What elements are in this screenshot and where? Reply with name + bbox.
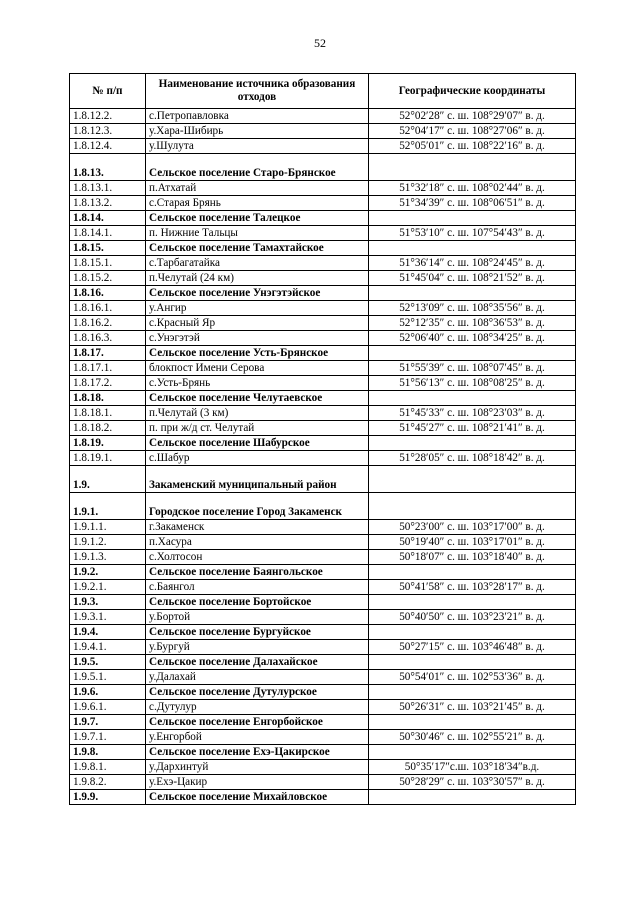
- row-name: с.Красный Яр: [146, 316, 369, 331]
- row-name: Сельское поселение Старо-Брянское: [146, 154, 369, 181]
- table-row: [70, 610, 576, 625]
- row-number: 1.8.15.: [70, 241, 146, 256]
- table-row: [70, 301, 576, 316]
- row-name: г.Закаменск: [146, 520, 369, 535]
- row-name: Сельское поселение Далахайское: [146, 655, 369, 670]
- row-number: 1.8.16.2.: [70, 316, 146, 331]
- header-number: № п/п: [70, 74, 146, 109]
- row-coordinates: [369, 685, 576, 700]
- row-name: Сельское поселение Дутулурское: [146, 685, 369, 700]
- table-row: [70, 139, 576, 154]
- row-coordinates: 51°45′33″ с. ш. 108°23′03″ в. д.: [369, 406, 576, 421]
- row-coordinates: 52°02′28″ с. ш. 108°29′07″ в. д.: [369, 109, 576, 124]
- section-row: [70, 493, 576, 520]
- coordinates-table: [69, 73, 576, 805]
- row-number: 1.9.1.2.: [70, 535, 146, 550]
- row-coordinates: [369, 493, 576, 520]
- table-row: [70, 361, 576, 376]
- page-number: 52: [314, 36, 326, 50]
- row-name: Закаменский муниципальный район: [146, 466, 369, 493]
- section-row: [70, 745, 576, 760]
- row-coordinates: 51°32′18″ с. ш. 108°02′44″ в. д.: [369, 181, 576, 196]
- section-row: [70, 625, 576, 640]
- row-number: 1.9.7.1.: [70, 730, 146, 745]
- table-row: [70, 451, 576, 466]
- row-number: 1.8.12.2.: [70, 109, 146, 124]
- row-name: п.Хасура: [146, 535, 369, 550]
- row-name: Сельское поселение Бургуйское: [146, 625, 369, 640]
- row-name: п.Челутай (24 км): [146, 271, 369, 286]
- row-number: 1.8.15.2.: [70, 271, 146, 286]
- row-name: п.Атхатай: [146, 181, 369, 196]
- row-coordinates: 50°41′58″ с. ш. 103°28′17″ в. д.: [369, 580, 576, 595]
- row-coordinates: [369, 436, 576, 451]
- row-coordinates: [369, 466, 576, 493]
- row-coordinates: [369, 715, 576, 730]
- row-coordinates: 50°40′50″ с. ш. 103°23′21″ в. д.: [369, 610, 576, 625]
- section-row: [70, 790, 576, 805]
- row-name: с.Баянгол: [146, 580, 369, 595]
- row-number: 1.8.13.1.: [70, 181, 146, 196]
- table-row: [70, 271, 576, 286]
- table-row: [70, 196, 576, 211]
- table-row: [70, 580, 576, 595]
- row-number: 1.8.15.1.: [70, 256, 146, 271]
- row-number: 1.8.13.: [70, 154, 146, 181]
- table-row: [70, 670, 576, 685]
- row-number: 1.8.13.2.: [70, 196, 146, 211]
- row-coordinates: 51°55′39″ с. ш. 108°07′45″ в. д.: [369, 361, 576, 376]
- table-row: [70, 730, 576, 745]
- section-row: [70, 391, 576, 406]
- row-number: 1.9.1.3.: [70, 550, 146, 565]
- table-row: [70, 331, 576, 346]
- table-row: [70, 520, 576, 535]
- table-row: [70, 760, 576, 775]
- row-name: с.Старая Брянь: [146, 196, 369, 211]
- section-row: [70, 685, 576, 700]
- row-number: 1.9.1.1.: [70, 520, 146, 535]
- row-coordinates: 51°28′05″ с. ш. 108°18′42″ в. д.: [369, 451, 576, 466]
- table-row: [70, 535, 576, 550]
- row-coordinates: 52°04′17″ с. ш. 108°27′06″ в. д.: [369, 124, 576, 139]
- row-coordinates: 52°06′40″ с. ш. 108°34′25″ в. д.: [369, 331, 576, 346]
- row-coordinates: 50°23′00″ с. ш. 103°17′00″ в. д.: [369, 520, 576, 535]
- row-number: 1.9.7.: [70, 715, 146, 730]
- row-coordinates: 51°56′13″ с. ш. 108°08′25″ в. д.: [369, 376, 576, 391]
- row-name: у.Ангир: [146, 301, 369, 316]
- row-name: у.Бортой: [146, 610, 369, 625]
- row-name: Сельское поселение Челутаевское: [146, 391, 369, 406]
- row-name: у.Ехэ-Цакир: [146, 775, 369, 790]
- row-coordinates: [369, 241, 576, 256]
- row-name: с.Петропавловка: [146, 109, 369, 124]
- row-number: 1.9.8.: [70, 745, 146, 760]
- row-name: у.Хара-Шибирь: [146, 124, 369, 139]
- row-number: 1.9.1.: [70, 493, 146, 520]
- row-coordinates: [369, 655, 576, 670]
- section-row: [70, 154, 576, 181]
- section-row: [70, 715, 576, 730]
- row-name: п. при ж/д ст. Челутай: [146, 421, 369, 436]
- row-number: 1.8.18.: [70, 391, 146, 406]
- table-row: [70, 256, 576, 271]
- row-number: 1.9.9.: [70, 790, 146, 805]
- section-row: [70, 655, 576, 670]
- table-row: [70, 700, 576, 715]
- row-coordinates: 52°13′09″ с. ш. 108°35′56″ в. д.: [369, 301, 576, 316]
- row-coordinates: [369, 595, 576, 610]
- row-number: 1.8.17.2.: [70, 376, 146, 391]
- row-number: 1.9.5.1.: [70, 670, 146, 685]
- row-number: 1.8.12.4.: [70, 139, 146, 154]
- row-name: Сельское поселение Михайловское: [146, 790, 369, 805]
- row-number: 1.8.19.1.: [70, 451, 146, 466]
- row-number: 1.8.16.: [70, 286, 146, 301]
- row-number: 1.8.17.: [70, 346, 146, 361]
- row-name: п.Челутай (3 км): [146, 406, 369, 421]
- row-coordinates: [369, 391, 576, 406]
- table-row: [70, 550, 576, 565]
- row-number: 1.8.17.1.: [70, 361, 146, 376]
- row-name: блокпост Имени Серова: [146, 361, 369, 376]
- table-row: [70, 640, 576, 655]
- row-number: 1.8.14.: [70, 211, 146, 226]
- row-number: 1.9.2.: [70, 565, 146, 580]
- row-number: 1.9.4.: [70, 625, 146, 640]
- row-name: с.Шабур: [146, 451, 369, 466]
- row-number: 1.9.4.1.: [70, 640, 146, 655]
- row-name: Сельское поселение Талецкое: [146, 211, 369, 226]
- row-coordinates: 50°26′31″ с. ш. 103°21′45″ в. д.: [369, 700, 576, 715]
- row-coordinates: 51°45′04″ с. ш. 108°21′52″ в. д.: [369, 271, 576, 286]
- row-name: Сельское поселение Шабурское: [146, 436, 369, 451]
- row-coordinates: 52°12′35″ с. ш. 108°36′53″ в. д.: [369, 316, 576, 331]
- row-coordinates: 52°05′01″ с. ш. 108°22′16″ в. д.: [369, 139, 576, 154]
- row-coordinates: [369, 286, 576, 301]
- row-coordinates: [369, 565, 576, 580]
- section-row: [70, 346, 576, 361]
- table-row: [70, 406, 576, 421]
- row-coordinates: [369, 211, 576, 226]
- row-number: 1.8.16.1.: [70, 301, 146, 316]
- row-number: 1.8.18.2.: [70, 421, 146, 436]
- row-name: у.Дархинтуй: [146, 760, 369, 775]
- row-coordinates: 51°34′39″ с. ш. 108°06′51″ в. д.: [369, 196, 576, 211]
- row-coordinates: 50°27′15″ с. ш. 103°46′48″ в. д.: [369, 640, 576, 655]
- row-name: Сельское поселение Ехэ-Цакирское: [146, 745, 369, 760]
- row-coordinates: 50°35′17″с.ш. 103°18′34″в.д.: [369, 760, 576, 775]
- section-row: [70, 286, 576, 301]
- row-name: с.Усть-Брянь: [146, 376, 369, 391]
- row-coordinates: 50°18′07″ с. ш. 103°18′40″ в. д.: [369, 550, 576, 565]
- section-row: [70, 565, 576, 580]
- row-name: Сельское поселение Бортойское: [146, 595, 369, 610]
- section-row: [70, 595, 576, 610]
- table-row: [70, 124, 576, 139]
- row-name: Сельское поселение Баянгольское: [146, 565, 369, 580]
- table-row: [70, 775, 576, 790]
- table-row: [70, 376, 576, 391]
- table-row: [70, 226, 576, 241]
- row-coordinates: 50°30′46″ с. ш. 102°55′21″ в. д.: [369, 730, 576, 745]
- row-number: 1.9.3.1.: [70, 610, 146, 625]
- row-number: 1.9.: [70, 466, 146, 493]
- row-number: 1.9.3.: [70, 595, 146, 610]
- row-coordinates: [369, 346, 576, 361]
- row-name: Городское поселение Город Закаменск: [146, 493, 369, 520]
- section-row: [70, 436, 576, 451]
- row-coordinates: 50°28′29″ с. ш. 103°30′57″ в. д.: [369, 775, 576, 790]
- row-number: 1.8.12.3.: [70, 124, 146, 139]
- header-source-name: Наименование источника образования отходов: [146, 74, 369, 109]
- row-coordinates: 51°45′27″ с. ш. 108°21′41″ в. д.: [369, 421, 576, 436]
- row-name: п. Нижние Тальцы: [146, 226, 369, 241]
- row-number: 1.8.19.: [70, 436, 146, 451]
- row-name: с.Дутулур: [146, 700, 369, 715]
- row-number: 1.9.8.2.: [70, 775, 146, 790]
- section-row: [70, 241, 576, 256]
- row-coordinates: 50°54′01″ с. ш. 102°53′36″ в. д.: [369, 670, 576, 685]
- table-row: [70, 109, 576, 124]
- row-name: Сельское поселение Тамахтайское: [146, 241, 369, 256]
- row-coordinates: [369, 745, 576, 760]
- table-row: [70, 316, 576, 331]
- row-number: 1.8.16.3.: [70, 331, 146, 346]
- row-name: Сельское поселение Усть-Брянское: [146, 346, 369, 361]
- row-number: 1.9.8.1.: [70, 760, 146, 775]
- row-number: 1.8.14.1.: [70, 226, 146, 241]
- row-name: Сельское поселение Унэгэтэйское: [146, 286, 369, 301]
- row-coordinates: 50°19′40″ с. ш. 103°17′01″ в. д.: [369, 535, 576, 550]
- row-name: с.Холтосон: [146, 550, 369, 565]
- row-number: 1.8.18.1.: [70, 406, 146, 421]
- row-coordinates: [369, 154, 576, 181]
- row-coordinates: 51°53′10″ с. ш. 107°54′43″ в. д.: [369, 226, 576, 241]
- table-body: [70, 109, 576, 805]
- row-number: 1.9.2.1.: [70, 580, 146, 595]
- row-coordinates: [369, 625, 576, 640]
- row-number: 1.9.5.: [70, 655, 146, 670]
- row-name: у.Далахай: [146, 670, 369, 685]
- row-name: у.Бургуй: [146, 640, 369, 655]
- row-coordinates: 51°36′14″ с. ш. 108°24′45″ в. д.: [369, 256, 576, 271]
- row-name: с.Унэгэтэй: [146, 331, 369, 346]
- row-name: у.Шулута: [146, 139, 369, 154]
- section-row: [70, 211, 576, 226]
- table-header-row: [70, 74, 576, 109]
- row-name: Сельское поселение Енгорбойское: [146, 715, 369, 730]
- table-row: [70, 421, 576, 436]
- row-name: с.Тарбагатайка: [146, 256, 369, 271]
- header-coordinates: Географические координаты: [369, 74, 576, 109]
- table-row: [70, 181, 576, 196]
- row-number: 1.9.6.1.: [70, 700, 146, 715]
- row-coordinates: [369, 790, 576, 805]
- row-number: 1.9.6.: [70, 685, 146, 700]
- row-name: у.Енгорбой: [146, 730, 369, 745]
- section-row: [70, 466, 576, 493]
